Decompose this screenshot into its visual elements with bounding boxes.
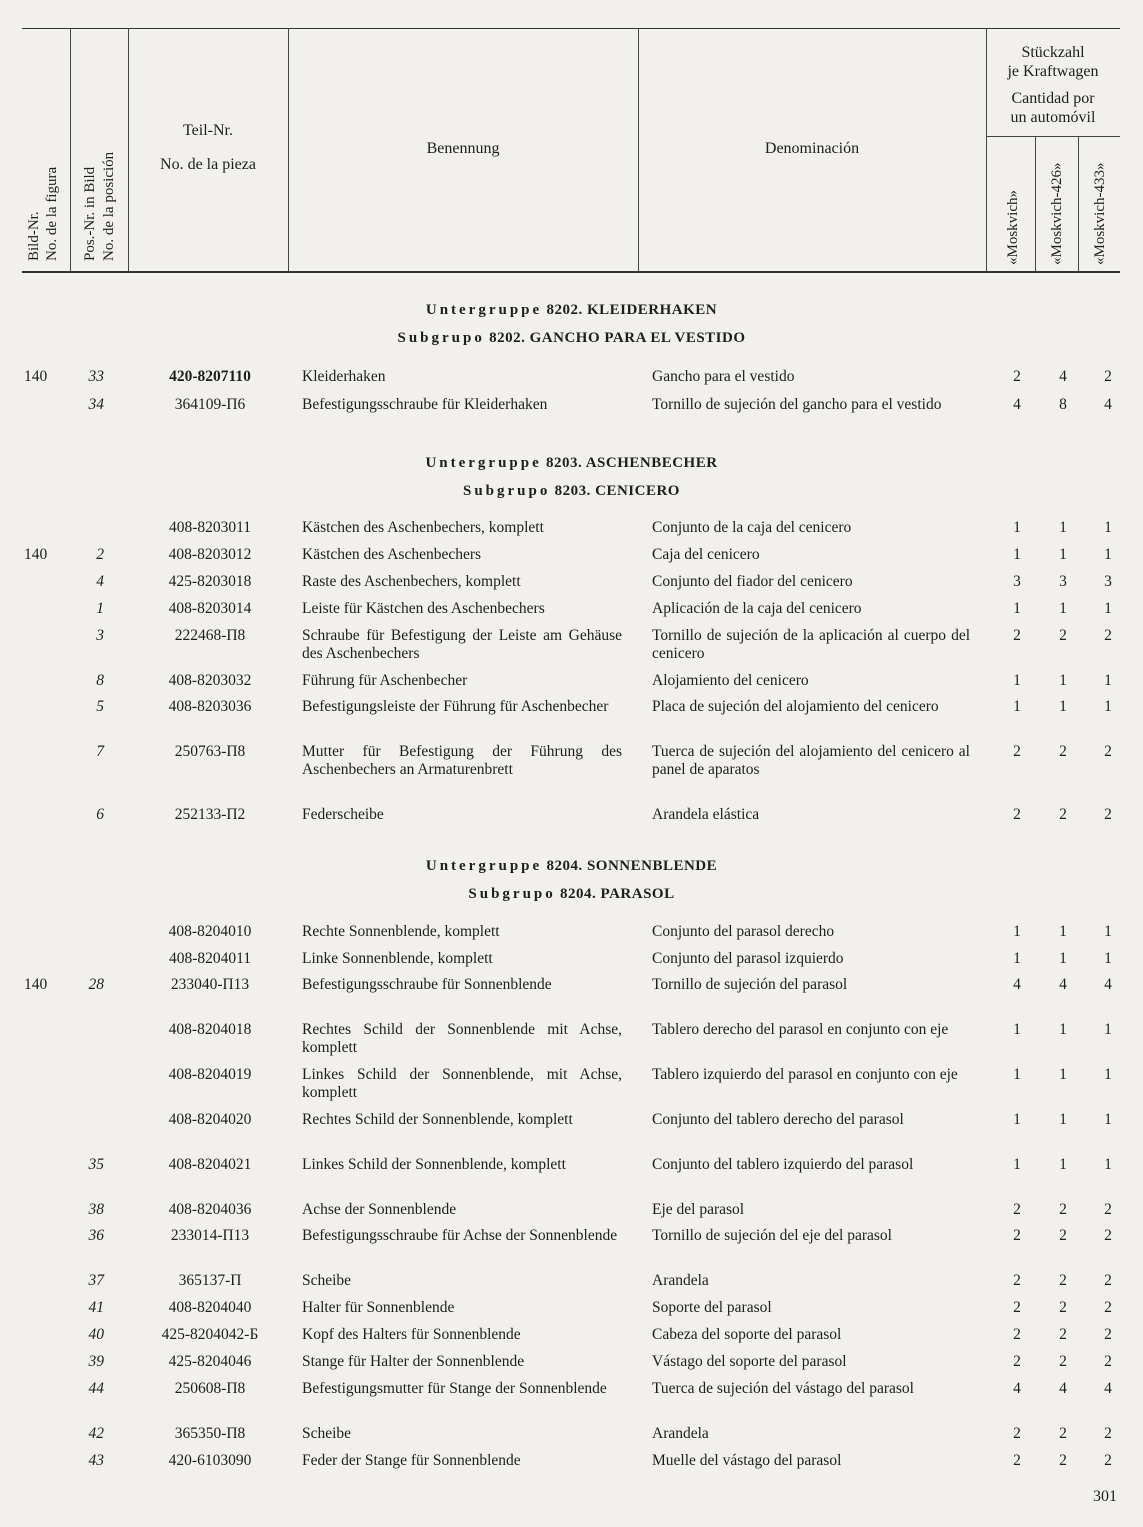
spanish-name: Eje del parasol [652,1201,745,1218]
part-number: 408-8204036 [168,1201,252,1218]
part-header-line1: Teil-Nr. [183,122,233,139]
part-number: 233014-П13 [170,1227,250,1244]
spanish-name: Arandela [652,1425,709,1442]
qty-moskvich-433: 1 [1104,546,1112,563]
qty-moskvich: 2 [1013,1227,1021,1244]
qty-moskvich-426: 8 [1059,396,1067,413]
qty-moskvich-433: 2 [1104,1299,1112,1316]
fig-header-line2: No. de la figura [44,166,60,261]
part-number: 365137-П [178,1272,242,1289]
pos-header-line2: No. de la posición [101,151,117,261]
qty-moskvich-433: 1 [1104,519,1112,536]
qty-moskvich-426: 4 [1059,1380,1067,1397]
table-header [22,28,1120,273]
german-name: Kästchen des Aschenbechers [302,546,482,563]
position-number: 8 [96,672,104,689]
spanish-name: Placa de sujeción del alojamiento del cenicero [652,698,939,715]
section-title-es-prefix: Subgrupo [468,886,556,902]
qty-moskvich: 1 [1013,1111,1021,1128]
german-name: Stange für Halter der Sonnenblende [302,1353,525,1370]
part-number: 365350-П8 [174,1425,246,1442]
qty-moskvich-433: 2 [1104,1452,1112,1469]
part-number: 408-8204011 [168,950,252,967]
qty-de-line1: Stückzahl [1021,44,1085,61]
qty-moskvich-426: 3 [1059,573,1067,590]
position-number: 28 [88,976,104,993]
qty-moskvich-426: 1 [1059,923,1067,940]
german-name: Linkes Schild der Sonnenblende, mit Achse, komplett [302,1066,622,1101]
german-name: Schraube für Befestigung der Leiste am Gehäuse des Aschenbechers [302,627,622,662]
qty-moskvich: 1 [1013,698,1021,715]
qty-moskvich-426: 2 [1059,1326,1067,1343]
qty-moskvich: 2 [1013,1201,1021,1218]
position-number: 3 [96,627,104,644]
qty-moskvich: 3 [1013,573,1021,590]
position-number: 36 [88,1227,104,1244]
position-number: 42 [88,1425,104,1442]
qty-moskvich-433: 4 [1104,396,1112,413]
qty-moskvich-426: 4 [1059,368,1067,385]
qty-moskvich-426: 2 [1059,1299,1067,1316]
position-number: 5 [96,698,104,715]
part-number: 425-8203018 [168,573,252,590]
spanish-name: Tornillo de sujeción del eje del parasol [652,1227,892,1244]
part-number: 425-8204046 [168,1353,252,1370]
german-name: Kästchen des Aschenbechers, komplett [302,519,544,536]
spanish-name: Arandela [652,1272,709,1289]
qty-moskvich-433: 1 [1104,1111,1112,1128]
part-number: 420-6103090 [168,1452,252,1469]
qty-moskvich: 4 [1013,976,1021,993]
fig-header-line1: Bild-Nr. [26,211,42,261]
german-name: Linkes Schild der Sonnenblende, komplett [302,1156,566,1173]
spanish-name: Conjunto de la caja del cenicero [652,519,852,536]
qty-moskvich-433: 2 [1104,1425,1112,1442]
spanish-name: Aplicación de la caja del cenicero [652,600,862,617]
section-title-es-prefix: Subgrupo [463,483,551,499]
qty-moskvich: 1 [1013,950,1021,967]
part-header-line2: No. de la pieza [160,156,256,173]
german-name: Mutter für Befestigung der Führung des Aschenbechers an Armaturenbrett [302,743,622,778]
qty-moskvich-426: 1 [1059,600,1067,617]
spanish-name: Conjunto del tablero derecho del parasol [652,1111,904,1128]
section-title-de-rest: 8203. ASCHENBECHER [541,455,718,471]
qty-moskvich: 1 [1013,672,1021,689]
section-title-es-rest: 8204. PARASOL [555,886,675,902]
part-number: 222468-П8 [174,627,246,644]
german-name: Linke Sonnenblende, komplett [302,950,493,967]
german-name: Rechte Sonnenblende, komplett [302,923,500,940]
german-name: Befestigungsschraube für Kleiderhaken [302,396,548,413]
qty-moskvich: 1 [1013,600,1021,617]
qty-moskvich-433: 2 [1104,1201,1112,1218]
qty-moskvich: 2 [1013,743,1021,760]
position-number: 7 [96,743,104,760]
section-title-de [0,455,1143,472]
spanish-name: Tuerca de sujeción del vástago del parasol [652,1380,914,1397]
spanish-name: Tablero izquierdo del parasol en conjunto con eje [652,1066,958,1083]
spanish-name: Muelle del vástago del parasol [652,1452,842,1469]
pos-header-line1: Pos.-Nr. in Bild [82,166,98,261]
position-number: 37 [88,1272,104,1289]
qty-moskvich-433: 2 [1104,368,1112,385]
german-name: Scheibe [302,1425,352,1442]
qty-moskvich: 2 [1013,1272,1021,1289]
qty-moskvich: 2 [1013,1452,1021,1469]
qty-moskvich-433: 1 [1104,698,1112,715]
spanish-name: Conjunto del parasol izquierdo [652,950,844,967]
section-title-es-rest: 8202. GANCHO PARA EL VESTIDO [484,330,746,346]
qty-moskvich: 2 [1013,627,1021,644]
part-number: 408-8203011 [168,519,252,536]
qty-moskvich: 4 [1013,396,1021,413]
qty-moskvich-426: 2 [1059,1353,1067,1370]
spanish-name: Arandela elástica [652,806,760,823]
spanish-name: Tornillo de sujeción de la aplicación al cuerpo del cenicero [652,627,970,662]
german-name: Kleiderhaken [302,368,386,385]
german-name: Befestigungsschraube für Sonnenblende [302,976,552,993]
german-name: Befestigungsschraube für Achse der Sonnenblende [302,1227,618,1244]
spanish-name: Gancho para el vestido [652,368,795,385]
spanish-name: Soporte del parasol [652,1299,772,1316]
german-name: Führung für Aschenbecher [302,672,468,689]
part-number: 250763-П8 [174,743,246,760]
qty-moskvich-433: 1 [1104,950,1112,967]
section-title-de [0,302,1143,319]
qty-moskvich-426: 2 [1059,743,1067,760]
part-number: 233040-П13 [170,976,250,993]
section-title-es [0,483,1143,500]
qty-moskvich: 1 [1013,519,1021,536]
qty-moskvich: 1 [1013,1066,1021,1083]
part-number: 408-8203032 [168,672,252,689]
qty-moskvich-426: 1 [1059,698,1067,715]
de-header: Benennung [426,140,500,157]
qty-moskvich-426: 2 [1059,627,1067,644]
model-header-2: «Moskvich-426» [1049,162,1065,265]
qty-moskvich-426: 2 [1059,1425,1067,1442]
qty-moskvich: 2 [1013,1353,1021,1370]
qty-moskvich-426: 1 [1059,1111,1067,1128]
page-number: 301 [1093,1488,1117,1505]
qty-moskvich-433: 2 [1104,627,1112,644]
part-number: 425-8204042-Б [161,1326,259,1343]
part-number: 408-8204020 [168,1111,252,1128]
german-name: Kopf des Halters für Sonnenblende [302,1326,521,1343]
position-number: 1 [96,600,104,617]
spanish-name: Conjunto del parasol derecho [652,923,835,940]
spanish-name: Cabeza del soporte del parasol [652,1326,842,1343]
spanish-name: Tablero derecho del parasol en conjunto con eje [652,1021,949,1038]
german-name: Raste des Aschenbechers, komplett [302,573,521,590]
qty-moskvich-426: 2 [1059,1452,1067,1469]
qty-moskvich: 1 [1013,923,1021,940]
spanish-name: Tornillo de sujeción del gancho para el vestido [652,396,942,413]
figure-number: 140 [24,368,48,385]
german-name: Feder der Stange für Sonnenblende [302,1452,521,1469]
qty-moskvich-433: 2 [1104,1326,1112,1343]
qty-moskvich-426: 1 [1059,1021,1067,1038]
german-name: Befestigungsleiste der Führung für Aschenbecher [302,698,609,715]
qty-moskvich-433: 4 [1104,1380,1112,1397]
position-number: 39 [88,1353,104,1370]
qty-moskvich-426: 1 [1059,672,1067,689]
qty-moskvich-426: 1 [1059,519,1067,536]
qty-moskvich-433: 4 [1104,976,1112,993]
spanish-name: Conjunto del fiador del cenicero [652,573,853,590]
qty-moskvich-433: 2 [1104,1353,1112,1370]
position-number: 2 [96,546,104,563]
qty-moskvich-433: 1 [1104,1156,1112,1173]
qty-de-line2: je Kraftwagen [1007,63,1099,80]
section-title-es-prefix: Subgrupo [397,330,485,346]
figure-number: 140 [24,976,48,993]
part-number: 408-8203036 [168,698,252,715]
qty-moskvich-426: 1 [1059,1066,1067,1083]
qty-moskvich-433: 2 [1104,806,1112,823]
position-number: 4 [96,573,104,590]
qty-moskvich-426: 1 [1059,950,1067,967]
position-number: 35 [88,1156,104,1173]
german-name: Achse der Sonnenblende [302,1201,457,1218]
figure-number: 140 [24,546,48,563]
part-number: 408-8204019 [168,1066,252,1083]
section-title-de-rest: 8204. SONNENBLENDE [542,858,718,874]
german-name: Federscheibe [302,806,384,823]
qty-es-line1: Cantidad por [1011,90,1095,107]
position-number: 43 [88,1452,104,1469]
part-number: 250608-П8 [174,1380,246,1397]
section-title-de-rest: 8202. KLEIDERHAKEN [542,302,718,318]
section-title-de [0,858,1143,875]
qty-moskvich: 1 [1013,546,1021,563]
position-number: 34 [88,396,104,413]
part-number: 364109-П6 [174,396,246,413]
spanish-name: Tuerca de sujeción del alojamiento del cenicero al panel de aparatos [652,743,970,778]
spanish-name: Vástago del soporte del parasol [652,1353,847,1370]
section-title-es [0,330,1143,347]
spanish-name: Alojamiento del cenicero [652,672,809,689]
german-name: Halter für Sonnenblende [302,1299,455,1316]
qty-moskvich: 1 [1013,1021,1021,1038]
part-number: 408-8203012 [168,546,252,563]
german-name: Befestigungsmutter für Stange der Sonnenblende [302,1380,607,1397]
qty-moskvich: 2 [1013,1425,1021,1442]
qty-moskvich-426: 1 [1059,1156,1067,1173]
qty-moskvich-433: 2 [1104,743,1112,760]
part-number: 408-8204010 [168,923,252,940]
qty-moskvich: 1 [1013,1156,1021,1173]
part-number: 420-8207110 [169,368,251,385]
qty-moskvich-433: 1 [1104,672,1112,689]
section-title-es-rest: 8203. CENICERO [550,483,680,499]
qty-es-line2: un automóvil [1010,109,1096,126]
position-number: 6 [96,806,104,823]
qty-moskvich: 2 [1013,806,1021,823]
qty-moskvich: 2 [1013,1326,1021,1343]
part-number: 408-8204021 [168,1156,252,1173]
qty-moskvich-426: 2 [1059,806,1067,823]
part-number: 252133-П2 [174,806,246,823]
german-name: Leiste für Kästchen des Aschenbechers [302,600,545,617]
qty-moskvich-426: 2 [1059,1272,1067,1289]
qty-moskvich-433: 1 [1104,600,1112,617]
qty-moskvich-433: 1 [1104,923,1112,940]
qty-moskvich-433: 1 [1104,1066,1112,1083]
section-title-es [0,886,1143,903]
qty-moskvich-426: 2 [1059,1201,1067,1218]
qty-moskvich: 2 [1013,1299,1021,1316]
position-number: 44 [88,1380,104,1397]
section-title-de-prefix: Untergruppe [425,455,542,471]
qty-moskvich-426: 4 [1059,976,1067,993]
position-number: 40 [88,1326,104,1343]
german-name: Rechtes Schild der Sonnenblende, komplett [302,1111,573,1128]
spanish-name: Caja del cenicero [652,546,760,563]
section-title-de-prefix: Untergruppe [425,858,543,874]
german-name: Rechtes Schild der Sonnenblende mit Achse, komplett [302,1021,622,1056]
position-number: 33 [88,368,104,385]
qty-moskvich-426: 1 [1059,546,1067,563]
qty-moskvich-426: 2 [1059,1227,1067,1244]
spanish-name: Conjunto del tablero izquierdo del parasol [652,1156,914,1173]
es-header: Denominación [764,140,860,157]
section-title-de-prefix: Untergruppe [425,302,543,318]
german-name: Scheibe [302,1272,352,1289]
qty-moskvich: 2 [1013,368,1021,385]
qty-moskvich-433: 2 [1104,1272,1112,1289]
part-number: 408-8204040 [168,1299,252,1316]
position-number: 41 [88,1299,104,1316]
qty-moskvich: 4 [1013,1380,1021,1397]
position-number: 38 [88,1201,104,1218]
qty-moskvich-433: 2 [1104,1227,1112,1244]
part-number: 408-8203014 [168,600,252,617]
part-number: 408-8204018 [168,1021,252,1038]
qty-moskvich-433: 3 [1104,573,1112,590]
qty-moskvich-433: 1 [1104,1021,1112,1038]
model-header-1: «Moskvich» [1005,190,1021,265]
spanish-name: Tornillo de sujeción del parasol [652,976,848,993]
model-header-3: «Moskvich-433» [1092,162,1108,265]
